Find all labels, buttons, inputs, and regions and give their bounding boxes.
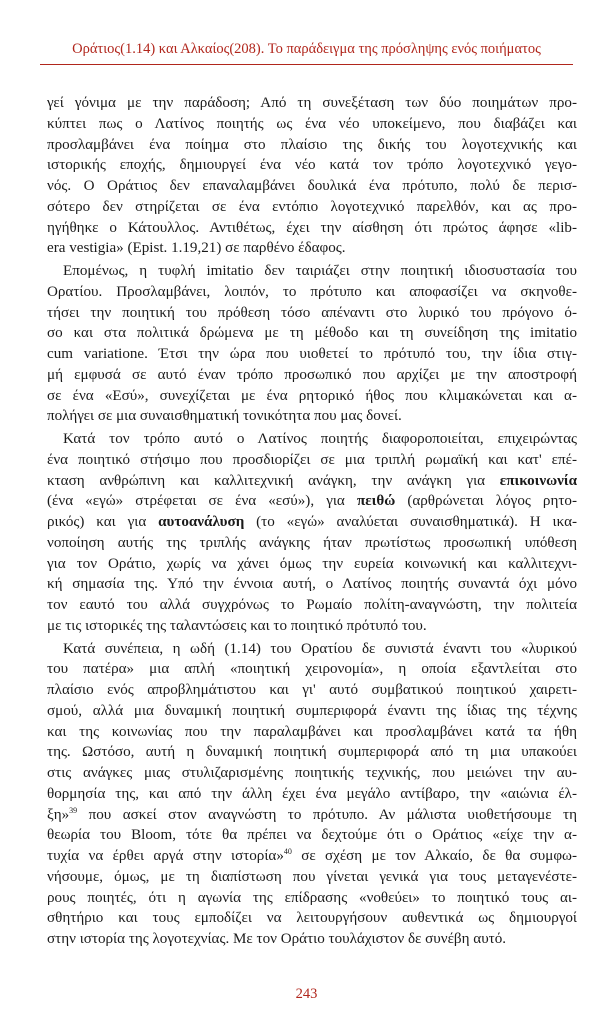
text-line: κύπτει πως ο Λατίνος ποιητής ως ένα νέο υποκείμενο, που διαβάζει και — [47, 115, 577, 132]
text-line: θεωρία του Bloom, τότε θα πρέπει να δεχτούμε ότι ο Οράτιος «είχε την α- — [47, 827, 577, 844]
paragraph-1 — [47, 93, 577, 259]
text-line — [47, 491, 577, 512]
paragraph-4 — [47, 639, 577, 950]
text-line: στην ιστορία της λογοτεχνίας. Με τον Οράτιο τουλάχιστον δε συνέβη αυτό. — [47, 931, 507, 947]
text-line: με τις ιστορικές της ταλαντώσεις και το ποιητικό πρότυπό του. — [47, 617, 427, 634]
text-line: γεί γόνιμα με την παράδοση; Από τη συνεξέταση των δύο ποιημάτων προ- — [47, 95, 577, 111]
text-line: της. Ωστόσο, αυτή η δυναμική ποιητική συμπεριφορά από τη μια υπακούει — [47, 744, 577, 761]
text-line — [47, 846, 577, 867]
paragraph-3 — [47, 429, 577, 637]
text-line: ρους ποιητές, ότι η αγωνία της επίδρασης «νοθεύει» το ποιητικό τους αι- — [47, 889, 577, 906]
text-segment: ρικός) και για — [47, 514, 147, 530]
text-line: και της κοινωνίας που την παραλαμβάνει και προσλαμβάνει κατά τα ήθη — [47, 723, 577, 740]
footnote-ref: 39 — [69, 805, 78, 815]
text-segment: που ασκεί στον αναγνώστη το πρότυπο. Αν μάλιστα υιοθετήσουμε τη — [77, 806, 577, 823]
text-line: σο και στα πολιτικά δρώμενα με τη μέθοδο και τη συνείδηση της imitatio — [47, 325, 577, 342]
bold-term: πειθώ — [356, 493, 396, 510]
text-segment: κταση ανθρώπινη και καλλιτεχνική ανάγκη, την ανάγκη για — [47, 472, 486, 489]
text-segment: τυχία να έρθει αργά στην ιστορία» — [47, 848, 284, 864]
text-line: σμού, αλλά μια δυναμική ποιητική συμπεριφορά έναντι της ίδιας της τέχνης — [47, 702, 577, 719]
text-segment: (αρθρώνεται λόγος ρητο- — [395, 493, 577, 510]
page-number: 243 — [295, 986, 318, 1002]
text-line: μή εμφυσά σε αυτό έναν τρόπο προσωπικό που αρχίζει με την αποστροφή — [47, 366, 577, 383]
footnote-ref: 40 — [283, 847, 292, 856]
text-line: νός. Ο Οράτιος δεν επαναλαμβάνει δουλικά ένα πρότυπο, πολύ δε περισ- — [47, 178, 577, 194]
text-segment: (το «εγώ» αναλύεται συναισθηματικά). Η ικα- — [244, 514, 578, 530]
text-segment: ξη» — [47, 806, 70, 823]
header-rule — [40, 64, 573, 65]
text-line: σότερο δεν στηρίζεται σε ένα εντόπιο λογοτεχνικό παρελθόν, και ας προ- — [47, 198, 577, 215]
text-line: προσλαμβάνει ένα ποίημα στο πλαίσιο της δικής του λογοτεχνικής και — [47, 136, 577, 153]
text-line: Κατά συνέπεια, η ωδή (1.14) του Ορατίου δε συνιστά έναντι του «λυρικού — [63, 640, 577, 657]
text-line — [47, 805, 577, 826]
text-line: ιστορικής εποχής, δημιουργεί ένα νέο κατά τον τρόπο λογοτεχνικό γεγο- — [47, 157, 577, 174]
text-line — [47, 512, 577, 533]
text-line: θορμησία της, και από την άλλη έχει ένα μεγάλο αντίβαρο, την «αιώνια έλ- — [47, 785, 577, 802]
text-line: era vestigia» (Epist. 1.19,21) σε παρθένο έδαφος. — [47, 240, 346, 257]
text-line: τήσει την ποιητική του πρόθεση τόσο απέναντι στο λυρικό του πρόγονο ό- — [47, 304, 577, 321]
text-line: στις ανάγκες μιας στυλιζαρισμένης ποιητικής τεχνικής, που μειώνει την αυ- — [47, 765, 577, 781]
text-line: κή σημασία της. Υπό την έννοια αυτή, ο Λατίνος ποιητής συναντά όχι μόνο — [47, 576, 577, 593]
body-text — [47, 93, 577, 952]
bold-term: αυτοανάλυση — [158, 514, 245, 530]
text-line: cum variatione. Έτσι την ώρα που υιοθετεί το πρότυπό του, την ίδια στιγ- — [47, 346, 577, 362]
text-line: ένα ποιητικό στήσιμο που προσδιορίζει σε μια τριπλή ρωμαϊκή και κατ' επέ- — [47, 451, 577, 468]
text-line: του πατέρα» μια απλή «ποιητική χειρονομία», η οποία εξαντλείται στο — [47, 661, 577, 678]
text-line: πλαίσιο ενός απροβλημάτιστου και γι' αυτό συμβατικού ποιητικού χαιρετι- — [47, 682, 577, 698]
text-line: Ορατίου. Προσλαμβάνει, λοιπόν, το πρότυπο και αποφασίζει να σκηνοθε- — [47, 283, 577, 300]
text-segment: (ένα «εγώ» στρέφεται σε ένα «εσύ»), για — [47, 493, 345, 510]
text-line: νήσουμε, όμως, με τη διαπίστωση που γίνεται γενικά για τους μεταγενέστε- — [47, 868, 577, 885]
text-line: σε ένα «Εσύ», συνεχίζεται με ένα ρητορικό ήθος που κλιμακώνεται και α- — [47, 387, 577, 404]
text-line: πολήγει σε μια συναισθηματική τονικότητα που μας δονεί. — [47, 408, 402, 425]
text-line: νοποίηση αυτής της τριπλής ανάγκης ήταν πρωτίστως προσωπική υπόθεση — [47, 534, 577, 551]
text-line: Κατά τον τρόπο αυτό ο Λατίνος ποιητής διαφοροποιείται, επιχειρώντας — [63, 431, 577, 447]
text-line: Επομένως, η τυφλή imitatio δεν ταιριάζει στην ποιητική ιδιοσυστασία του — [63, 263, 577, 279]
text-line: για τον Οράτιο, χωρίς να χάνει όμως την ευρεία κοινωνική και καλλιτεχνι- — [47, 555, 577, 572]
text-line — [47, 471, 577, 492]
text-line: τον εαυτό του αλλά συγχρόνως το Ρωμαίο πολίτη-αναγνώστη, την πολιτεία — [47, 597, 577, 613]
running-head: Οράτιος(1.14) και Αλκαίος(208). Το παράδειγμα της πρόσληψης ενός ποιήματος — [72, 41, 541, 57]
text-line: ηγήθηκε ο Κάτουλλος. Αντιθέτως, έχει την αίσθηση ότι πρώτος άφησε «lib- — [47, 219, 577, 236]
text-line: σθητήριο και τους εμποδίζει να λειτουργήσουν αυθεντικά ως δημιουργοί — [47, 910, 577, 927]
bold-term: επικοινωνία — [499, 472, 577, 489]
text-segment: σε σχέση με τον Αλκαίο, δε θα συμφω- — [291, 848, 577, 864]
paragraph-2 — [47, 261, 577, 427]
